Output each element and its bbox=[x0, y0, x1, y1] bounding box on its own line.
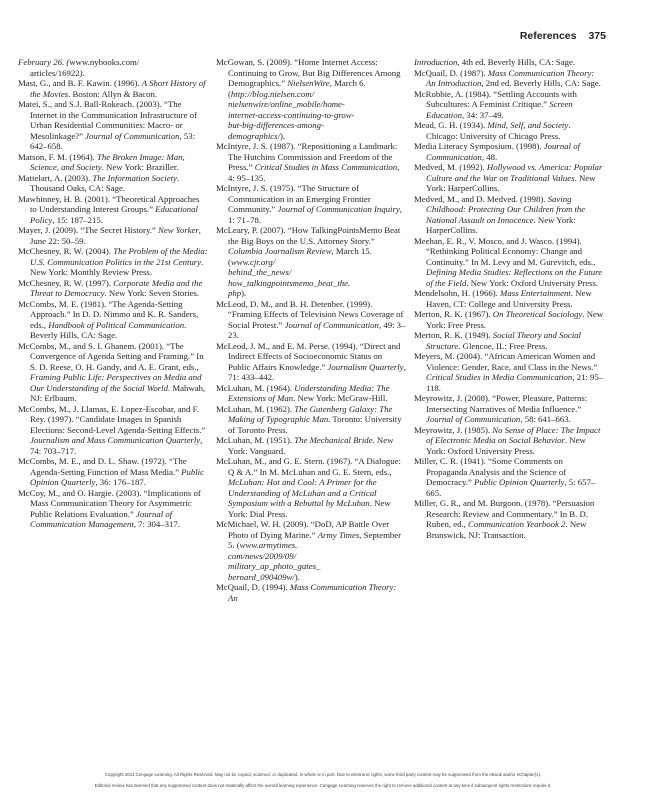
reference-italic: Public Opinion Quarterly bbox=[474, 477, 565, 487]
reference-text: Mawhinney, H. B. (2001). “Theoretical Approaches to Understanding Interest Groups.” bbox=[18, 193, 200, 214]
reference-text: McQuail, D. (1987). bbox=[414, 67, 488, 78]
copyright-notice: Copyright 2011 Cengage Learning. All Rights Reserved. May not be copied, scanned, or duplicated, in whole or in part. Due to electronic rights, some third party content may be suppressed from the eBook and/or eChapter(s). bbox=[104, 772, 542, 777]
reference-text: Miller, C. R. (1941). “Some Comments on Propaganda Analysis and the Science of Democracy.” bbox=[414, 456, 567, 487]
reference-text: McChesney, R. W. (2004). bbox=[18, 246, 114, 256]
reference-text: McLuhan, M. (1951). bbox=[216, 435, 295, 445]
reference-text: . New York: Free Press. bbox=[426, 309, 604, 330]
reference-entry bbox=[216, 341, 406, 383]
reference-entry bbox=[18, 225, 208, 246]
reference-entry bbox=[18, 246, 208, 278]
reference-entry bbox=[414, 162, 604, 194]
reference-text: , June 22: 50–59. bbox=[30, 225, 201, 246]
reference-column-3 bbox=[414, 57, 604, 540]
reference-text: www.nybooks.com/ articles/16922 bbox=[30, 57, 140, 78]
reference-italic: Communication Yearbook 2 bbox=[468, 519, 566, 529]
reference-entry bbox=[18, 488, 208, 530]
reference-text: McQuail, D. (1994). bbox=[216, 582, 290, 592]
reference-italic: Introduction bbox=[414, 57, 458, 67]
reference-text: . Beverly Hills, CA: Sage. bbox=[30, 319, 187, 340]
reference-italic: ). bbox=[79, 67, 85, 78]
reference-italic: McLuhan: Hot and Cool: A Primer for the Understanding of McLuhan and a Critical Symposium with a Rebuttal by McLuhan bbox=[228, 477, 377, 508]
reference-entry bbox=[18, 99, 208, 152]
reference-text: , September 5. ( bbox=[228, 529, 402, 550]
reference-text: . New York: Vanguard. bbox=[228, 435, 394, 456]
reference-entry bbox=[18, 299, 208, 341]
reference-text: . Chicago: University of Chicago Press. bbox=[426, 120, 571, 141]
reference-text: McCombs, M., J. Llamas, E. Lopez-Escobar, and F. Rey. (1997). “Candidate Images in Spanish Elections: Second-Level Agenda-Setting Effects.” bbox=[18, 403, 206, 435]
reference-entry bbox=[216, 57, 406, 141]
reference-italic: February 26. ( bbox=[18, 57, 70, 67]
reference-entry bbox=[414, 309, 604, 330]
reference-italic: www.cjr.org/ behind_the_news/ how_talkingpointsmemo_beat_the. php bbox=[228, 256, 351, 298]
reference-text: Meyrowitz, J. (1985). bbox=[414, 424, 493, 435]
reference-text: McGowan, S. (2009). “Home Internet Access: Continuing to Grow, But Big Differences Among Demographics.” bbox=[216, 57, 401, 88]
reference-text: Matei, S., and S.J. Ball-Rokeach. (2003). “The Internet in the Communication Infrastructure of Urban Residential Communities: Macro- or Mesolinkage?” bbox=[18, 99, 197, 141]
reference-entry bbox=[216, 383, 406, 404]
reference-italic: www.armytimes. com/news/2009/09/ military_ap_photo_gates_ bernard_090409w/ bbox=[228, 540, 321, 582]
reference-text: , 48. bbox=[481, 151, 498, 162]
page-number: 375 bbox=[588, 30, 606, 42]
reference-text: Medved, M. (1992). bbox=[414, 162, 487, 172]
running-header bbox=[520, 30, 606, 42]
reference-text: Meyrowitz, J. (2008). “Power, Pleasure, Patterns: Intersecting Narratives of Media Influence.” bbox=[414, 393, 588, 414]
reference-italic: Mass Communication Theory: An bbox=[228, 582, 397, 603]
reference-text: McCombs, M. E. (1981). “The Agenda-Setting Approach.” In D. D. Nimmo and K. R. Sanders, eds., bbox=[18, 298, 199, 330]
reference-entry bbox=[414, 351, 604, 393]
reference-entry bbox=[18, 341, 208, 404]
reference-text: . Boston: Allyn & Bacon. bbox=[68, 88, 158, 99]
reference-italic: The Mechanical Bride bbox=[294, 435, 373, 445]
reference-italic: The Information Society bbox=[92, 172, 177, 183]
reference-italic: No Sense of Place: The Impact of Electronic Media on Social Behavior bbox=[426, 424, 601, 445]
reference-text: , 1: 71–78. bbox=[228, 204, 402, 225]
reference-text: McMichael, W. H. (2009). “DoD, AP Battle Over Photo of Dying Marine.” bbox=[216, 519, 390, 540]
reference-text: McIntyre, J. S. (1975). “The Structure of Communication in an Emerging Frontier Community.” bbox=[216, 183, 371, 214]
reference-text: . New York: Braziller. bbox=[101, 162, 179, 172]
reference-entry bbox=[414, 141, 604, 162]
reference-text: . New York: Seven Stories. bbox=[104, 288, 200, 298]
reference-text: , 53: 642–658. bbox=[30, 130, 196, 151]
reference-italic: The Broken Image: Man, Science, and Society bbox=[30, 151, 185, 172]
reference-italic: Handbook of Political Communication bbox=[48, 319, 185, 330]
reference-text: . Glencoe, IL: Free Press. bbox=[458, 340, 548, 351]
reference-text: Mendelsohn, H. (1966). bbox=[414, 288, 501, 298]
reference-entry bbox=[18, 456, 208, 488]
reference-text: ). bbox=[280, 130, 286, 141]
reference-italic: Journal of Communication bbox=[85, 130, 180, 141]
section-title: References bbox=[519, 30, 577, 42]
reference-italic: Defining Media Studies: Reflections on the Future of the Field bbox=[426, 267, 603, 288]
reference-entry bbox=[18, 152, 208, 173]
reference-text: Medved, M., and D. Medved. (1998). bbox=[414, 193, 548, 204]
reference-italic: Screen Education bbox=[426, 99, 573, 120]
reference-entry bbox=[216, 183, 406, 225]
reference-italic: The Gutenberg Galaxy: The Making of Typographic Man bbox=[228, 403, 393, 424]
reference-entry bbox=[216, 299, 406, 341]
reference-italic: Public Opinion Quarterly bbox=[30, 466, 204, 487]
reference-entry bbox=[414, 330, 604, 351]
reference-text: . Thousand Oaks, CA: Sage. bbox=[30, 172, 180, 193]
reference-text: , 74: 703–717. bbox=[30, 435, 203, 456]
reference-entry bbox=[414, 194, 604, 236]
reference-column-2 bbox=[216, 57, 406, 603]
reference-italic: Journalism and Mass Communication Quarterly bbox=[30, 435, 201, 445]
reference-text: , 15: 187–215. bbox=[52, 214, 103, 225]
reference-text: . New Haven, CT: College and University Press. bbox=[426, 288, 592, 309]
reference-text: . New York: Oxford University Press. bbox=[426, 435, 586, 456]
reference-text: Mayer, J. (2009). “The Secret History.” bbox=[18, 225, 159, 235]
reference-text: , 49: 3–23. bbox=[228, 319, 406, 340]
reference-italic: Mass Communication Theory: An Introduction bbox=[426, 67, 595, 88]
reference-italic: Journalism Quarterly bbox=[327, 361, 404, 372]
reference-italic: http://blog.nielsen.com/ nielsenwire/online_mobile/home- internet-access-continuing-to-grow- but-big-differences-among- demographics/ bbox=[228, 88, 355, 141]
reference-entry bbox=[216, 404, 406, 436]
reference-text: Meehan, E. R., V. Mosco, and J. Wasco. (1994). “Rethinking Political Economy: Change and Continuity.” In M. Levy and M. Gurevitch, eds., bbox=[414, 235, 596, 267]
reference-text: McChesney, R. W. (1997). bbox=[18, 277, 114, 288]
reference-text: McIntyre, J. S. (1987). “Repositioning a Landmark: The Hutchins Commission and Freedom of the Press.” bbox=[216, 141, 398, 172]
reference-text: Meyers, M. (2004). “African American Women and Violence: Gender, Race, and Class in the News.” bbox=[414, 351, 598, 372]
reference-text: , 2nd ed. Beverly Hills, CA: Sage. bbox=[481, 78, 601, 88]
reference-italic: A Short History of the Movies bbox=[30, 78, 206, 99]
reference-entry bbox=[18, 278, 208, 299]
reference-italic: Hollywood vs. America: Popular Culture and the War on Traditional Values bbox=[426, 162, 603, 183]
reference-text: McCombs, M., and S. I. Ghanem. (2001). “The Convergence of Agenda Setting and Framing.” In S. D. Reese, O. H. Gandy, and A. E. Grant, eds., bbox=[18, 340, 204, 372]
reference-italic: Critical Studies in Media Communication bbox=[426, 372, 573, 382]
reference-entry bbox=[414, 456, 604, 498]
reference-entry bbox=[18, 173, 208, 194]
reference-text: Media Literacy Symposium. (1998). bbox=[414, 141, 544, 151]
reference-text: . Mahwah, NJ: Erlbaum. bbox=[30, 382, 206, 403]
reference-entry bbox=[414, 120, 604, 141]
reference-text: . New York: Oxford University Press. bbox=[466, 277, 599, 288]
reference-text: Merton, R. K. (1967). bbox=[414, 309, 493, 319]
reference-entry bbox=[414, 425, 604, 457]
reference-text: McCoy, M., and O. Hargie. (2003). “Implications of Mass Communication Theory for Asymmetric Public Relations Evaluation.” bbox=[18, 487, 201, 519]
reference-italic: Framing Public Life: Perspectives on Media and Our Understanding of the Social World bbox=[30, 372, 202, 393]
reference-text: , 36: 176–187. bbox=[95, 477, 146, 487]
reference-italic: NielsenWire bbox=[287, 78, 330, 88]
reference-italic: Understanding Media: The Extensions of Man bbox=[228, 382, 390, 403]
reference-text: Matson, F. M. (1964). bbox=[18, 151, 98, 162]
reference-entry bbox=[216, 435, 406, 456]
reference-text: , 71: 433–442. bbox=[228, 361, 406, 382]
reference-text: , March 6. ( bbox=[228, 78, 366, 99]
reference-text: . New York: HarperCollins. bbox=[426, 172, 596, 193]
reference-entry bbox=[414, 498, 604, 540]
reference-entry bbox=[18, 78, 208, 99]
reference-text: , 21: 95–118. bbox=[426, 372, 604, 393]
reference-text: . New York: Monthly Review Press. bbox=[30, 256, 204, 277]
reference-entry bbox=[216, 519, 406, 582]
editorial-notice: Editorial review has deemed that any suppressed content does not materially affect the overall learning experience. Cengage Learning reserves the right to remove additional content at any time if subsequent rights restrictions require it. bbox=[94, 783, 552, 788]
reference-text: . New Brunswick, NJ: Transaction. bbox=[426, 519, 587, 540]
reference-italic: Corporate Media and the Threat to Democracy bbox=[30, 277, 203, 298]
reference-text: McLuhan, M. (1964). bbox=[216, 382, 295, 393]
reference-entry bbox=[18, 194, 208, 226]
reference-italic: Journal of Communication Management bbox=[30, 508, 173, 529]
reference-italic: Journal of Communication bbox=[426, 141, 580, 162]
reference-text: , 34: 37–49. bbox=[461, 109, 504, 120]
reference-italic: Mass Entertainment bbox=[500, 288, 571, 298]
reference-text: . New York: HarperCollins. bbox=[426, 214, 576, 235]
reference-text: McLuhan, M., and G. E. Stern. (1967). “A Dialogue: Q & A.” In M. McLuhan and G. E. Stern, eds., bbox=[216, 456, 401, 477]
reference-italic: Journal of Communication Inquiry bbox=[277, 204, 400, 214]
reference-text: . New York: McGraw-Hill. bbox=[293, 393, 388, 403]
reference-text: McLeary, P. (2007). “How TalkingPointsMemo Beat the Big Boys on the U.S. Attorney Story.” bbox=[216, 225, 401, 246]
reference-entry bbox=[216, 225, 406, 299]
reference-text: ). bbox=[241, 288, 247, 298]
reference-italic: Army Times bbox=[317, 529, 360, 540]
reference-text: . Toronto: University of Toronto Press. bbox=[228, 414, 402, 435]
reference-text: Merton, R. K. (1949). bbox=[414, 330, 493, 340]
reference-text: Mead, G. H. (1934). bbox=[414, 120, 488, 130]
reference-text: . New York: Dial Press. bbox=[228, 498, 391, 519]
reference-text: Mast, G., and B. F. Kawin. (1996). bbox=[18, 78, 142, 88]
reference-entry bbox=[414, 89, 604, 121]
reference-italic: Educational Policy bbox=[30, 204, 198, 225]
reference-text: Miller, G. R., and M. Burgoon. (1978). “Persuasion Research: Review and Commentary.” In B. D. Ruben, ed., bbox=[414, 498, 595, 529]
reference-italic: Columbia Journalism Review bbox=[228, 246, 332, 256]
reference-entry bbox=[216, 456, 406, 519]
reference-italic: Journal of Communication bbox=[284, 319, 379, 330]
reference-text: McLeod, D. M., and B. H. Detenber. (1999). “Framing Effects of Television News Coverage of Social Protest.” bbox=[216, 298, 404, 330]
reference-text: McCombs, M. E., and D. L. Shaw. (1972). “The Agenda-Setting Function of Mass Media.” bbox=[18, 456, 187, 477]
reference-entry bbox=[414, 288, 604, 309]
reference-italic: Journal of Communication bbox=[426, 414, 521, 424]
reference-entry bbox=[18, 57, 208, 78]
reference-italic: On Theoretical Sociology bbox=[492, 309, 583, 319]
reference-column-1 bbox=[18, 57, 208, 530]
reference-italic: Critical Studies in Mass Communication bbox=[254, 162, 398, 172]
reference-entry bbox=[414, 393, 604, 425]
reference-text: , 58: 641–663. bbox=[520, 414, 571, 424]
reference-italic: New Yorker bbox=[158, 225, 199, 235]
reference-text: McLuhan, M. (1962). bbox=[216, 403, 295, 414]
reference-text: Mattelart, A. (2003). bbox=[18, 172, 93, 183]
reference-text: McLeod, J. M., and E. M. Perse. (1994). “Direct and Indirect Effects of Socioeconomic Status on Public Affairs Knowledge.” bbox=[216, 340, 401, 372]
reference-text: , 4: 95–135. bbox=[228, 162, 400, 183]
reference-entry bbox=[18, 404, 208, 457]
reference-text: ). bbox=[294, 571, 300, 582]
reference-italic: Mind, Self, and Society bbox=[487, 120, 569, 130]
reference-text: , 7: 304–317. bbox=[133, 519, 180, 529]
reference-entry bbox=[414, 68, 604, 89]
reference-text: , 4th ed. Beverly Hills, CA: Sage. bbox=[457, 57, 576, 67]
reference-text: McRobbie, A. (1984). “Settling Accounts with Subcultures: A Feminist Critique.” bbox=[414, 88, 577, 109]
reference-italic: Saving Childhood: Protecting Our Children from the National Assault on Innocence bbox=[426, 193, 586, 225]
reference-text: , 5: 657–665. bbox=[426, 477, 596, 498]
reference-entry bbox=[414, 236, 604, 289]
reference-italic: The Problem of the Media: U.S. Communication Politics in the 21st Century bbox=[30, 246, 208, 267]
reference-entry bbox=[216, 582, 406, 603]
reference-entry bbox=[216, 141, 406, 183]
reference-italic: Social Theory and Social Structure bbox=[426, 330, 581, 351]
reference-entry bbox=[414, 57, 604, 68]
reference-text: , March 15. ( bbox=[228, 246, 372, 267]
